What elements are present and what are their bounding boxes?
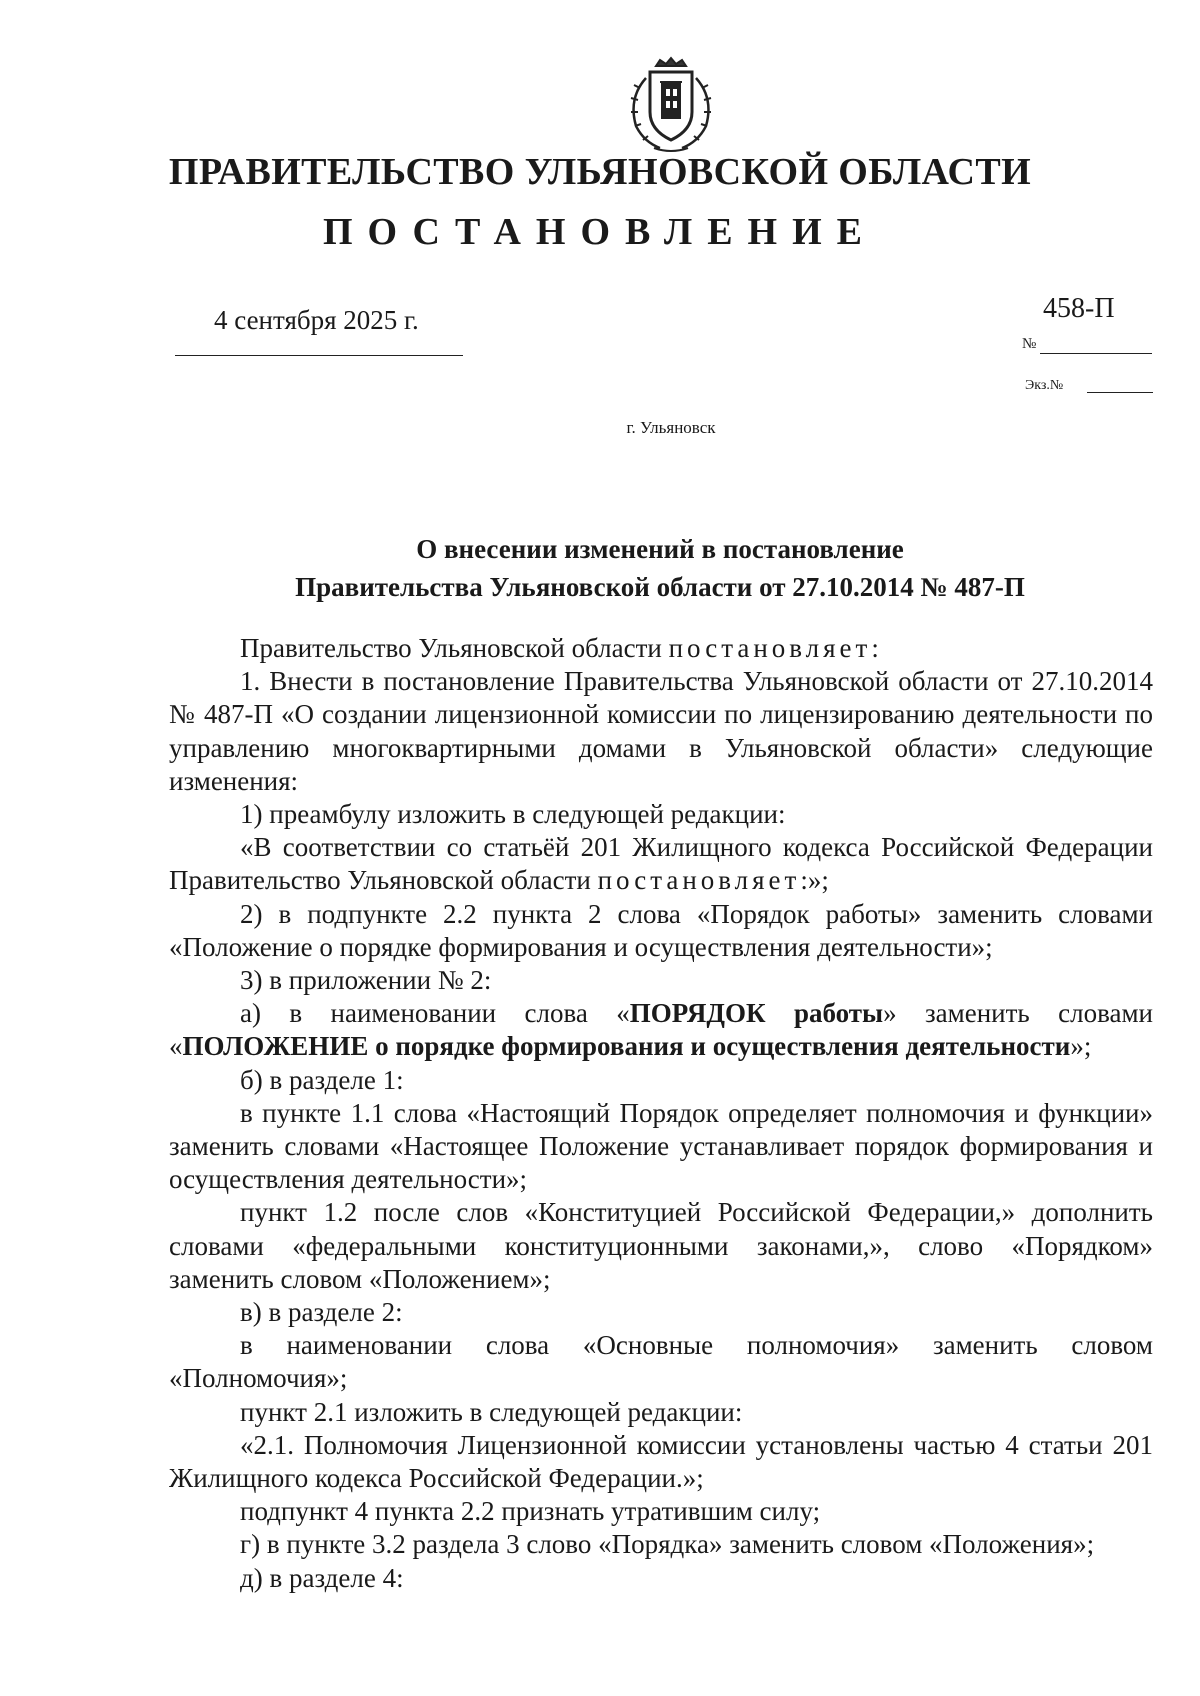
body-paragraph: 1) преамбулу изложить в следующей редакции: bbox=[240, 799, 786, 830]
body-paragraph: «В соответствии со статьёй 201 Жилищного кодекса Российской Федерации Правительство Ульяновской области постановляет:»; bbox=[169, 832, 1153, 896]
title-line-2: Правительства Ульяновской области от 27.10.2014 № 487-П bbox=[295, 572, 1025, 602]
decree-verb: постановляет bbox=[668, 633, 872, 663]
preamble-paragraph: Правительство Ульяновской области постановляет: bbox=[240, 633, 879, 663]
document-number: 458-П bbox=[1043, 293, 1115, 324]
coat-of-arms-icon bbox=[616, 56, 726, 156]
body-paragraph: б) в разделе 1: bbox=[240, 1064, 404, 1095]
date-underline bbox=[175, 355, 463, 356]
body-paragraph: г) в пункте 3.2 раздела 3 слово «Порядка» заменить словом «Положения»; bbox=[240, 1529, 1095, 1560]
title-line-1: О внесении изменений в постановление bbox=[416, 534, 904, 564]
body-paragraph: в) в разделе 2: bbox=[240, 1297, 403, 1328]
body-paragraph: 3) в приложении № 2: bbox=[240, 965, 492, 996]
copy-number-underline bbox=[1087, 392, 1153, 393]
body-paragraph: подпункт 4 пункта 2.2 признать утратившим силу; bbox=[240, 1496, 821, 1527]
body-paragraph: д) в разделе 4: bbox=[240, 1562, 404, 1593]
number-label: № bbox=[1022, 336, 1037, 352]
body-paragraph: пункт 2.1 изложить в следующей редакции: bbox=[240, 1396, 743, 1427]
body-paragraph: в пункте 1.1 слова «Настоящий Порядок определяет полномочия и функции» заменить словами «Настоящее Положение устанавливает порядок формирования и осуществления деятельности»; bbox=[169, 1097, 1153, 1195]
body-paragraph: в наименовании слова «Основные полномочия» заменить словом «Полномочия»; bbox=[169, 1330, 1153, 1394]
bold-phrase: ПОЛОЖЕНИЕ о порядке формирования и осуществления деятельности bbox=[182, 1031, 1071, 1062]
body-paragraph: 2) в подпункте 2.2 пункта 2 слова «Порядок работы» заменить словами «Положение о порядке формирования и осуществления деятельности»; bbox=[169, 898, 1153, 962]
bold-phrase: ПОРЯДОК работы bbox=[629, 998, 884, 1029]
body-paragraph: 1. Внести в постановление Правительства Ульяновской области от 27.10.2014 № 487-П «О создании лицензионной комиссии по лицензированию деятельности по управлению многоквартирными домами в Ульяновской области» следующие изменения: bbox=[169, 666, 1153, 796]
number-underline bbox=[1040, 353, 1152, 354]
body-paragraph: пункт 1.2 после слов «Конституцией Российской Федерации,» дополнить словами «федеральными конституционными законами,», слово «Порядком» заменить словом «Положением»; bbox=[169, 1197, 1153, 1294]
body-paragraph: «2.1. Полномочия Лицензионной комиссии установлены частью 4 статьи 201 Жилищного кодекса Российской Федерации.»; bbox=[169, 1429, 1153, 1494]
document-type: ПОСТАНОВЛЕНИЕ bbox=[322, 211, 878, 253]
document-date: 4 сентября 2025 г. bbox=[214, 305, 419, 335]
body-paragraph: а) в наименовании слова «ПОРЯДОК работы» заменить словами «ПОЛОЖЕНИЕ о порядке формирования и осуществления деятельности»; bbox=[169, 998, 1154, 1062]
copy-number-label: Экз.№ bbox=[1025, 378, 1064, 393]
issuing-authority: ПРАВИТЕЛЬСТВО УЛЬЯНОВСКОЙ ОБЛАСТИ bbox=[168, 151, 1032, 193]
document-title bbox=[175, 530, 1145, 606]
document-body bbox=[169, 632, 1153, 1595]
city: г. Ульяновск bbox=[626, 418, 716, 437]
decree-verb: постановляет bbox=[597, 865, 801, 896]
